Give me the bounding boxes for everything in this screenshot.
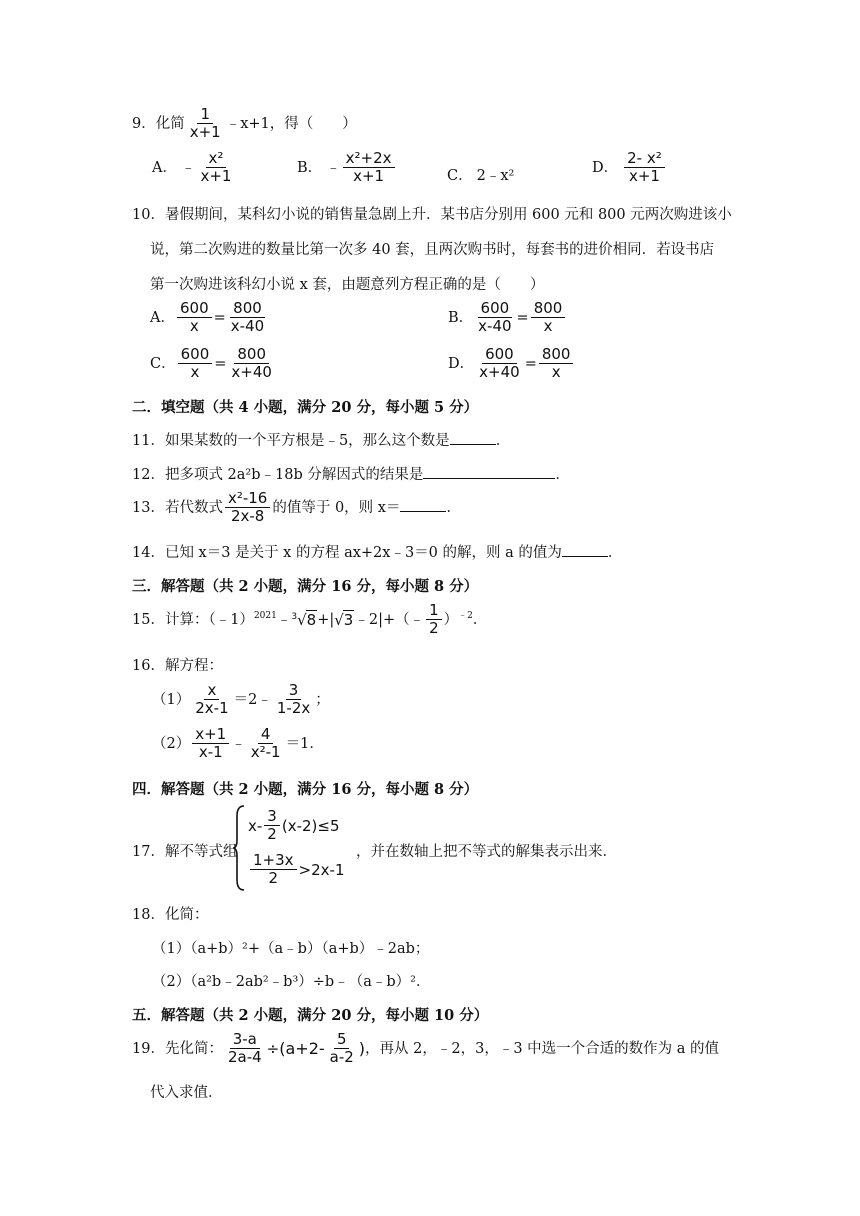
abs-close: ﹣2|+（﹣	[354, 611, 425, 628]
denominator: x+1	[628, 167, 660, 186]
question-19	[132, 1031, 719, 1067]
paren-open: (a+2-	[279, 1039, 325, 1059]
q16-part-1	[152, 682, 330, 718]
q13-prefix: 13．若代数式	[132, 499, 223, 516]
numerator: 800	[230, 300, 265, 318]
numerator: 800	[531, 300, 566, 318]
numerator: 600	[177, 300, 212, 318]
denominator: x+1	[200, 167, 232, 186]
fraction	[274, 682, 313, 718]
q10-option-d	[448, 346, 575, 382]
numerator: 5	[334, 1031, 350, 1049]
q9-stem-numerator: 1	[197, 106, 213, 124]
option-fraction	[624, 150, 665, 186]
denominator: x-40	[478, 317, 512, 336]
denominator: a-2	[329, 1048, 354, 1067]
right-fraction	[539, 346, 574, 382]
answer-blank	[400, 497, 446, 512]
option-label: A．	[150, 309, 175, 326]
q9-option-d	[592, 150, 667, 186]
option-label: C．	[447, 168, 473, 184]
answer-blank	[562, 542, 608, 557]
denominator: 2x-8	[230, 507, 265, 526]
option-text: 2﹣x²	[476, 168, 515, 184]
period: ．	[607, 545, 623, 561]
q19-line-2: 代入求值．	[150, 1085, 223, 1101]
part-label: （1）	[152, 691, 191, 708]
answer-blank	[423, 464, 555, 479]
equation-middle: ＝2﹣	[233, 691, 272, 708]
exponent: ﹣2	[458, 610, 473, 621]
option-label: A．	[152, 159, 177, 176]
equals-sign: =	[524, 355, 537, 372]
fraction	[192, 726, 229, 762]
denominator: 2	[268, 869, 279, 888]
denominator: x²-1	[250, 743, 281, 762]
numerator: 3-a	[230, 1031, 260, 1049]
fraction	[264, 808, 280, 844]
root-index: 3	[291, 612, 298, 623]
q9-option-a	[152, 150, 236, 186]
denominator: 2x-1	[195, 699, 229, 718]
numerator: 3	[286, 682, 302, 700]
numerator: 3	[264, 808, 280, 826]
denominator: x+40	[231, 363, 272, 382]
section-2-heading: 二．填空题（共 4 小题，满分 20 分，每小题 5 分）	[132, 399, 479, 416]
q10-option-a	[150, 300, 269, 336]
cube-root: $^3$√8	[291, 611, 317, 630]
q18-title: 18．化简：	[132, 907, 209, 923]
left-fraction	[475, 300, 514, 336]
q15-prefix: 15．计算：（﹣1）	[132, 611, 254, 628]
paren-close: )	[358, 1039, 366, 1059]
left-brace	[232, 804, 246, 892]
equals-sign: =	[214, 355, 227, 372]
minus-sign: ﹣	[231, 735, 246, 752]
question-15	[132, 602, 487, 638]
denominator: x+40	[479, 363, 520, 382]
period: ．	[472, 611, 488, 628]
numerator: 800	[539, 346, 574, 364]
q19-suffix: ，再从 2，﹣2，3，﹣3 中选一个合适的数作为 a 的值	[365, 1040, 720, 1057]
root-argument: 8	[306, 611, 317, 630]
section-3-heading: 三．解答题（共 2 小题，满分 16 分，每小题 8 分）	[132, 578, 479, 595]
numerator: 1	[426, 602, 442, 620]
question-14	[132, 541, 622, 562]
q17-row-2	[248, 852, 345, 888]
numerator: x²-16	[225, 490, 270, 508]
q10-line-3: 第一次购进该科幻小说 x 套，由题意列方程正确的是（ ）	[150, 277, 545, 293]
semicolon: ；	[315, 691, 330, 708]
option-fraction	[343, 150, 395, 186]
option-fraction	[197, 150, 234, 186]
period: ．	[446, 499, 461, 516]
period: ．	[555, 467, 570, 483]
denominator: x+1	[353, 167, 385, 186]
denominator: 2	[267, 825, 277, 844]
answer-blank	[450, 430, 496, 445]
q11-text: 11．如果某数的一个平方根是﹣5，那么这个数是	[132, 433, 450, 449]
minus-sign: ﹣	[180, 159, 196, 176]
section-5-heading: 五．解答题（共 2 小题，满分 20 分，每小题 10 分）	[132, 1007, 489, 1024]
equals-sign: =	[213, 309, 226, 326]
q17-row-1	[248, 808, 340, 844]
section-4-heading: 四．解答题（共 2 小题，满分 16 分，每小题 8 分）	[132, 781, 479, 798]
left-fraction	[476, 346, 523, 382]
q9-option-b	[297, 150, 397, 186]
denominator: x	[190, 363, 200, 382]
q14-text: 14．已知 x＝3 是关于 x 的方程 ax+2x﹣3＝0 的解，则 a 的值为	[132, 545, 562, 561]
q13-fraction	[225, 490, 270, 526]
numerator: x	[204, 682, 219, 700]
q10-option-c	[150, 346, 277, 382]
q9-stem-prefix: 9．化简	[132, 115, 185, 132]
option-label: C．	[150, 355, 176, 372]
exponent: 2021	[253, 610, 277, 621]
q16-part-2	[152, 726, 324, 762]
q9-stem-fraction	[187, 106, 224, 142]
numerator: 600	[482, 346, 517, 364]
denominator: x	[543, 317, 553, 336]
row-text: (x-2)≤5	[281, 816, 340, 835]
question-9	[132, 106, 357, 142]
denominator: x-40	[230, 317, 265, 336]
q18-part-1: （1）（a+b）²+（a﹣b）（a+b）﹣2ab；	[152, 941, 430, 957]
numerator: 1+3x	[250, 852, 297, 870]
denominator: x	[189, 317, 199, 336]
q17-prefix: 17．解不等式组	[132, 844, 238, 860]
period: ．	[495, 433, 511, 449]
root-argument: 3	[343, 611, 354, 630]
q9-stem-denominator: x+1	[189, 123, 221, 142]
numerator: 4	[258, 726, 274, 744]
q10-option-b	[448, 300, 567, 336]
minus-sign: ﹣	[326, 159, 341, 176]
fraction	[248, 726, 284, 762]
right-fraction	[228, 300, 267, 336]
q9-option-c	[447, 164, 514, 185]
fraction	[225, 1031, 265, 1067]
q9-stem-suffix: ﹣x+1，得（ ）	[225, 115, 357, 132]
divide-sign: ÷	[266, 1039, 280, 1058]
numerator: 600	[178, 346, 213, 364]
denominator: 2	[429, 619, 439, 638]
numerator: x²+2x	[343, 150, 395, 168]
denominator: 1-2x	[276, 699, 311, 718]
part-label: （2）	[152, 735, 191, 752]
question-12	[132, 463, 570, 484]
denominator: x	[551, 363, 561, 382]
row-text: >2x-1	[298, 860, 345, 879]
equation-end: ＝1．	[285, 735, 324, 752]
q12-text: 12．把多项式 2a²b﹣18b 分解因式的结果是	[132, 467, 424, 483]
denominator: x-1	[198, 743, 223, 762]
fraction	[327, 1031, 357, 1067]
q15-fraction	[426, 602, 442, 638]
numerator: x²	[206, 150, 227, 168]
q10-line-1: 10．暑假期间，某科幻小说的销售量急剧上升．某书店分别用 600 元和 800 元两次购进该小	[132, 207, 732, 223]
option-label: B．	[448, 309, 474, 326]
left-fraction	[177, 300, 212, 336]
abs-open: +|	[317, 611, 335, 628]
q13-suffix: 的值等于 0，则 x＝	[272, 499, 401, 516]
numerator: x+1	[192, 726, 229, 744]
option-label: D．	[448, 355, 475, 372]
fraction	[250, 852, 297, 888]
square-root: √3	[334, 611, 354, 630]
numerator: 800	[234, 346, 269, 364]
q18-part-2: （2）（a²b﹣2ab²﹣b³）÷b﹣（a﹣b）²．	[152, 974, 431, 990]
left-fraction	[178, 346, 213, 382]
row-text: x-	[248, 816, 263, 835]
q19-prefix: 19．先化简：	[132, 1040, 223, 1057]
right-fraction	[531, 300, 566, 336]
q10-line-2: 说，第二次购进的数量比第一次多 40 套，且两次购书时，每套书的进价相同．若设书店	[150, 242, 715, 258]
option-label: D．	[592, 159, 619, 176]
option-label: B．	[297, 159, 323, 176]
question-11	[132, 429, 510, 450]
numerator: 600	[478, 300, 513, 318]
minus-sign: ﹣	[276, 611, 292, 628]
denominator: 2a-4	[227, 1048, 262, 1067]
q17-suffix: ，并在数轴上把不等式的解集表示出来．	[356, 844, 617, 860]
q16-title: 16．解方程：	[132, 658, 223, 674]
fraction	[192, 682, 231, 718]
question-13	[132, 490, 461, 526]
numerator: 2- x²	[624, 150, 665, 168]
right-fraction	[228, 346, 275, 382]
paren-close: ）	[443, 611, 459, 628]
equals-sign: =	[516, 309, 529, 326]
